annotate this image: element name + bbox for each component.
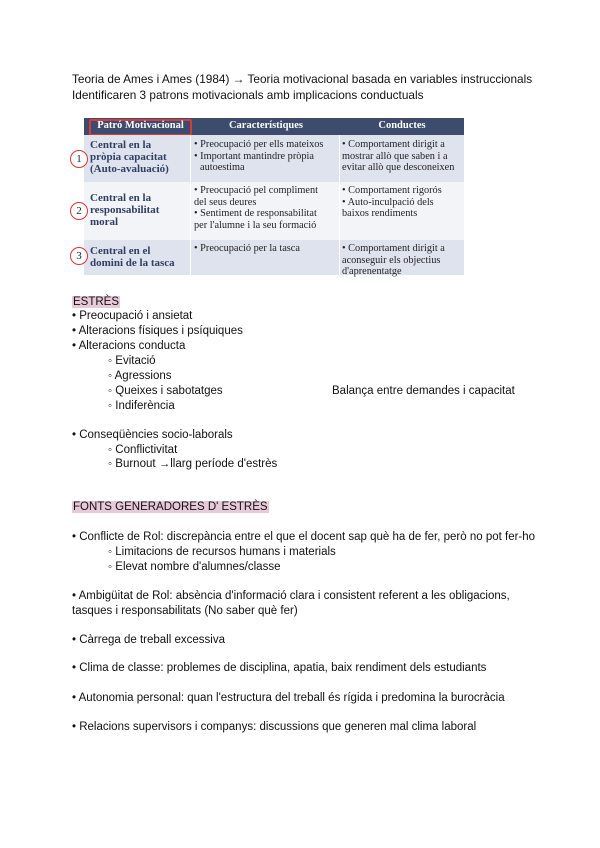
balanca-note: Balança entre demandes i capacitat: [332, 385, 515, 397]
conducta-sub-item: ◦ Evitació: [108, 355, 156, 367]
fonts-item-relacions: • Relacions supervisors i companys: discussions que generen mal clima laboral: [72, 721, 477, 733]
conflicte-sub-item: ◦ Limitacions de recursos humans i materials: [108, 546, 336, 558]
consequencies-sub-item: ◦ Burnout →llarg període d'estrès: [108, 458, 278, 470]
estres-heading: ESTRÈS: [73, 296, 120, 308]
row-patro: Central en el domini de la tasca: [90, 245, 175, 269]
conducta-sub-item: ◦ Queixes i sabotatges: [108, 385, 223, 397]
row-number-badge: 3: [70, 247, 88, 265]
estres-item: • Alteracions conducta: [72, 340, 186, 352]
row-caracteristiques: • Preocupació pel compliment del seus deures • Sentiment de responsabilitat per l'alumne i la seu formació: [194, 185, 318, 231]
table-row: [76, 240, 464, 278]
row-number-badge: 1: [70, 150, 88, 168]
fonts-heading: FONTS GENERADORES D' ESTRÈS: [73, 501, 268, 513]
estres-item: • Alteracions físiques i psíquiques: [72, 325, 243, 337]
fonts-item-clima: • Clima de classe: problemes de disciplina, apatia, baix rendiment dels estudiants: [72, 662, 487, 674]
row-conductes: • Comportament dirigit a mostrar allò que saben i a evitar allò que desconeixen: [342, 139, 455, 174]
row-caracteristiques: • Preocupació per la tasca: [194, 243, 300, 254]
consequencies-item: • Conseqüències socio-laborals: [72, 429, 233, 441]
consequencies-sub-item: ◦ Conflictivitat: [108, 444, 178, 456]
row-number-badge: 2: [70, 202, 88, 220]
header-conductes: Conductes: [378, 120, 426, 131]
table-row: [76, 135, 464, 182]
fonts-item-ambiguitat-cont: tasques i responsabilitats (No saber què fer): [72, 605, 298, 617]
row-conductes: • Comportament rigorós • Auto-inculpació dels baixos rendiments: [342, 185, 442, 220]
row-patro: Central en la responsabilitat moral: [90, 192, 160, 228]
conflicte-sub-item: ◦ Elevat nombre d'alumnes/classe: [108, 561, 281, 573]
header-caracteristiques: Característiques: [228, 120, 304, 131]
conducta-sub-item: ◦ Indiferència: [108, 400, 175, 412]
table-row: [76, 182, 464, 240]
header-patro: Patró Motivacional: [97, 120, 184, 131]
row-patro: Central en la pròpia capacitat (Auto-avaluació): [90, 139, 169, 175]
column-divider: [339, 135, 340, 275]
column-divider: [190, 135, 191, 275]
fonts-item-autonomia: • Autonomia personal: quan l'estructura del treball és rígida i predomina la burocràcia: [72, 692, 505, 704]
row-conductes: • Comportament dirigit a aconseguir els objectius d'aprenentatge: [342, 243, 445, 278]
motivational-patterns-table: [76, 118, 464, 278]
fonts-item-ambiguitat: • Ambigüitat de Rol: absència d'informació clara i consistent referent a les obligacions,: [72, 590, 510, 602]
fonts-item-conflicte: • Conflicte de Rol: discrepància entre el que el docent sap què ha de fer, però no pot fer-ho: [72, 531, 536, 543]
table-header: [84, 118, 464, 135]
conducta-sub-item: ◦ Agressions: [108, 370, 172, 382]
row-caracteristiques: • Preocupació per ells mateixos • Important mantindre pròpia autoestima: [194, 139, 324, 174]
intro-line-1: Teoria de Ames i Ames (1984) → Teoria motivacional basada en variables instruccionals: [72, 72, 533, 86]
intro-line-2: Identificaren 3 patrons motivacionals amb implicacions conductuals: [72, 88, 424, 102]
fonts-item-carrega: • Càrrega de treball excessiva: [72, 634, 225, 646]
estres-item: • Preocupació i ansietat: [72, 310, 193, 322]
